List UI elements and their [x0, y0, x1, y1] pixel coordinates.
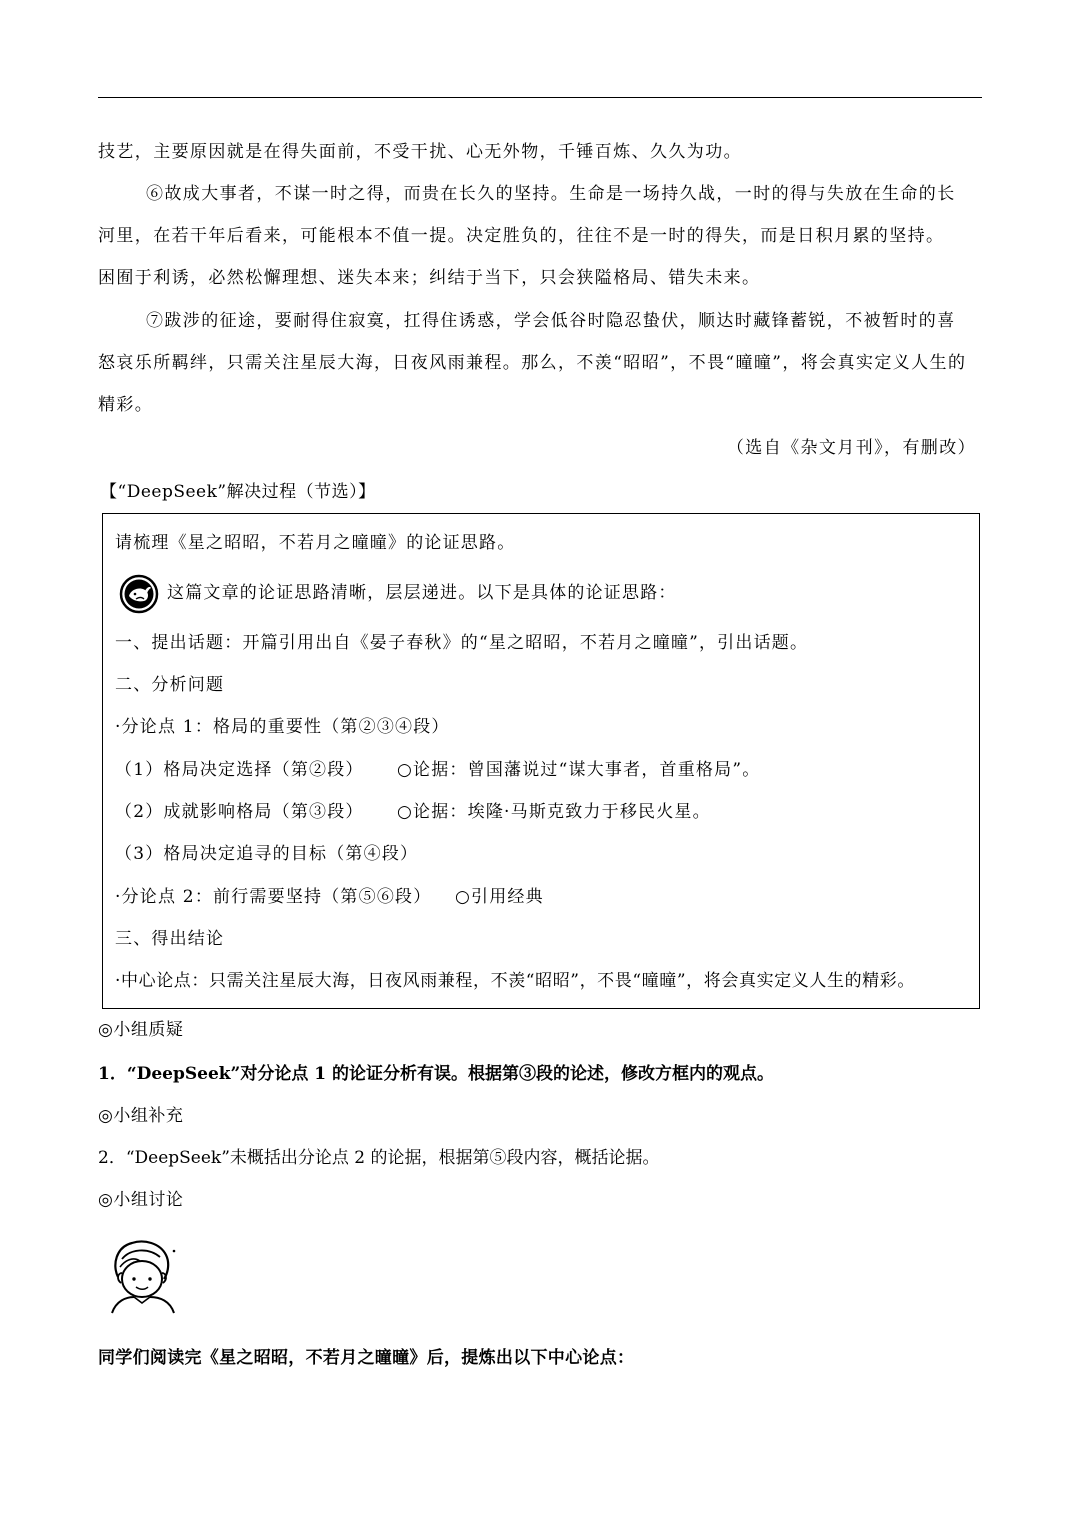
sub-point-2: ·分论点 2：前行需要坚持（第⑤⑥段）: [115, 887, 432, 907]
header-rule: [98, 97, 982, 98]
evidence-3: ○引用经典: [455, 887, 544, 907]
question-2: 2．“DeepSeek”未概括出分论点 2 的论据，根据第⑤段内容，概括论据。: [98, 1148, 660, 1168]
deepseek-whale-icon: [119, 574, 159, 614]
final-prompt: 同学们阅读完《星之昭昭，不若月之曈曈》后，提炼出以下中心论点：: [98, 1348, 635, 1368]
sub-item-1: （1）格局决定选择（第②段）: [115, 760, 364, 780]
central-argument: ·中心论点：只需关注星辰大海，日夜风雨兼程，不羡“昭昭”，不畏“曈曈”，将会真实定义人生的精彩。: [115, 971, 915, 991]
group-question-heading: ◎小组质疑: [98, 1020, 184, 1040]
evidence-2: ○论据：埃隆·马斯克致力于移民火星。: [397, 802, 711, 822]
step-3-conclusion: 三、得出结论: [115, 929, 225, 949]
group-supplement-heading: ◎小组补充: [98, 1106, 184, 1126]
deepseek-section-label: 【“DeepSeek”解决过程（节选）】: [100, 482, 376, 502]
paragraph-7-line-1: ⑦跋涉的征途，要耐得住寂寞，扛得住诱惑，学会低谷时隐忍蛰伏，顺达时藏锋蓄锐，不被暂时的喜: [146, 311, 956, 331]
sub-point-1: ·分论点 1：格局的重要性（第②③④段）: [115, 717, 450, 737]
paragraph-5-tail: 技艺，主要原因就是在得失面前，不受干扰、心无外物，千锤百炼、久久为功。: [98, 142, 742, 162]
paragraph-6-line-1: ⑥故成大事者，不谋一时之得，而贵在长久的坚持。生命是一场持久战，一时的得与失放在生命的长: [146, 184, 956, 204]
paragraph-6-line-2: 河里，在若干年后看来，可能根本不值一提。决定胜负的，往往不是一时的得失，而是日积月累的坚持。: [98, 226, 945, 246]
evidence-1: ○论据：曾国藩说过“谋大事者，首重格局”。: [397, 760, 761, 780]
deepseek-answer-box: [102, 513, 980, 1009]
step-2-analyze: 二、分析问题: [115, 675, 225, 695]
sub-item-3: （3）格局决定追寻的目标（第④段）: [115, 844, 419, 864]
answer-intro: 这篇文章的论证思路清晰，层层递进。以下是具体的论证思路：: [167, 583, 677, 603]
student-avatar-illustration: [104, 1237, 184, 1315]
source-citation: （选自《杂文月刊》，有删改）: [726, 438, 976, 458]
paragraph-6-line-3: 困囿于利诱，必然松懈理想、迷失本来；纠结于当下，只会狭隘格局、错失未来。: [98, 268, 761, 288]
sub-item-2: （2）成就影响格局（第③段）: [115, 802, 364, 822]
question-1: 1．“DeepSeek”对分论点 1 的论证分析有误。根据第③段的论述，修改方框内的观点。: [98, 1064, 774, 1084]
paragraph-7-line-2: 怒哀乐所羁绊，只需关注星辰大海，日夜风雨兼程。那么，不羡“昭昭”，不畏“曈曈”，将会真实定义人生的: [98, 353, 967, 373]
prompt-text: 请梳理《星之昭昭，不若月之曈曈》的论证思路。: [115, 533, 516, 553]
group-discussion-heading: ◎小组讨论: [98, 1190, 184, 1210]
paragraph-7-line-3: 精彩。: [98, 395, 154, 415]
step-1-propose-topic: 一、提出话题：开篇引用出自《晏子春秋》的“星之昭昭，不若月之曈曈”，引出话题。: [115, 633, 809, 653]
